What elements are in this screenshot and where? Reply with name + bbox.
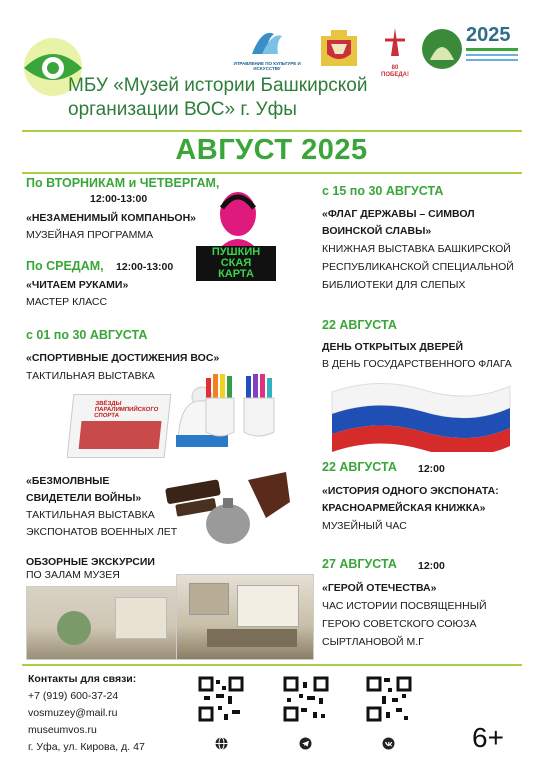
event1-time: 12:00-13:00 — [90, 193, 148, 205]
book-cover-text: ЗВЁЗДЫ ПАРАЛИМПИЙСКОГО СПОРТА — [93, 401, 159, 419]
event2-date: По СРЕДАМ, — [26, 259, 104, 273]
qr-code-website[interactable] — [198, 676, 244, 722]
event2-title: «ЧИТАЕМ РУКАМИ» — [26, 279, 129, 291]
ufa-coat-of-arms-icon — [319, 28, 359, 70]
right-event4-time: 12:00 — [418, 560, 445, 572]
contact-website[interactable]: museumvos.ru — [28, 724, 97, 736]
right-event4-desc1: ЧАС ИСТОРИИ ПОСВЯЩЕННЫЙ — [322, 600, 487, 612]
right-event1-desc1: КНИЖНАЯ ВЫСТАВКА БАШКИРСКОЙ — [322, 243, 511, 255]
museum-hall-photo-2 — [176, 574, 314, 660]
event1-title: «НЕЗАМЕНИМЫЙ КОМПАНЬОН» — [26, 212, 196, 224]
right-event3-date: 22 АВГУСТА — [322, 460, 397, 474]
right-event3-title1: «ИСТОРИЯ ОДНОГО ЭКСПОНАТА: — [322, 485, 499, 497]
right-event3-time: 12:00 — [418, 463, 445, 475]
qr-code-vk[interactable] — [366, 676, 412, 722]
contacts-label: Контакты для связи: — [28, 673, 137, 685]
event4-title1: «БЕЗМОЛВНЫЕ — [26, 475, 110, 487]
museum-hall-photo-1 — [26, 586, 178, 660]
war-artifacts-photo — [162, 462, 302, 548]
event5-title: ОБЗОРНЫЕ ЭКСКУРСИИ — [26, 556, 155, 568]
month-title: АВГУСТ 2025 — [175, 134, 368, 166]
event1-desc: МУЗЕЙНАЯ ПРОГРАММА — [26, 229, 154, 241]
right-event4-date: 27 АВГУСТА — [322, 557, 397, 571]
right-event2-desc: В ДЕНЬ ГОСУДАРСТВЕННОГО ФЛАГА — [322, 358, 512, 370]
telegram-icon[interactable] — [299, 737, 312, 750]
event3-title: «СПОРТИВНЫЕ ДОСТИЖЕНИЯ ВОС» — [26, 352, 220, 364]
ministry-text: УПРАВЛЕНИЕ ПО КУЛЬТУРЕ И ИСКУССТВУ — [233, 61, 301, 71]
right-event4-desc3: СЫРТЛАНОВОЙ М.Г — [322, 636, 424, 648]
right-event3-title2: КРАСНОАРМЕЙСКАЯ КНИЖКА» — [322, 502, 486, 514]
year-2025-logo — [420, 24, 520, 74]
paralympic-book-photo — [67, 394, 172, 458]
pushkin-line1: ПУШКИН — [211, 246, 261, 258]
right-event4-title: «ГЕРОЙ ОТЕЧЕСТВА» — [322, 582, 437, 594]
gloves-photo — [200, 372, 296, 452]
pushkin-line2: СКАЯ — [220, 257, 252, 269]
event1-date: По ВТОРНИКАМ и ЧЕТВЕРГАМ, — [26, 176, 220, 190]
right-event1-date: с 15 по 30 АВГУСТА — [322, 184, 444, 198]
event3-date: с 01 по 30 АВГУСТА — [26, 328, 148, 342]
event5-desc: ПО ЗАЛАМ МУЗЕЯ — [26, 569, 120, 581]
age-rating: 6+ — [472, 722, 504, 753]
contact-address: г. Уфа, ул. Кирова, д. 47 — [28, 741, 145, 753]
event4-desc1: ТАКТИЛЬНАЯ ВЫСТАВКА — [26, 509, 155, 521]
right-event1-desc2: РЕСПУБЛИКАНСКОЙ СПЕЦИАЛЬНОЙ — [322, 261, 514, 273]
qr-code-telegram[interactable] — [283, 676, 329, 722]
event3-desc: ТАКТИЛЬНАЯ ВЫСТАВКА — [26, 370, 155, 382]
pushkin-card-logo — [196, 190, 276, 290]
vk-icon[interactable] — [382, 737, 395, 750]
org-name-line2: организации ВОС» г. Уфы — [68, 99, 297, 120]
russian-flag-image — [328, 376, 514, 452]
contact-phone[interactable]: +7 (919) 600-37-24 — [28, 690, 119, 702]
year-badge: 2025 — [466, 24, 511, 46]
right-event1-title1: «ФЛАГ ДЕРЖАВЫ – СИМВОЛ — [322, 208, 475, 220]
victory-badge-text: 80 ПОБЕДА! — [381, 65, 409, 78]
right-event1-desc3: БИБЛИОТЕКИ ДЛЯ СЛЕПЫХ — [322, 279, 466, 291]
victory-80-icon — [381, 26, 409, 78]
right-event2-title: ДЕНЬ ОТКРЫТЫХ ДВЕРЕЙ — [322, 341, 464, 353]
right-event4-desc2: ГЕРОЮ СОВЕТСКОГО СОЮЗА — [322, 618, 477, 630]
ministry-logo — [222, 26, 312, 70]
event4-desc2: ЭКСПОНАТОВ ВОЕННЫХ ЛЕТ — [26, 526, 178, 538]
right-event2-date: 22 АВГУСТА — [322, 318, 397, 332]
right-event1-title2: ВОИНСКОЙ СЛАВЫ» — [322, 225, 432, 237]
org-name-line1: МБУ «Музей истории Башкирской — [68, 75, 368, 96]
pushkin-line3: КАРТА — [218, 268, 254, 280]
website-globe-icon[interactable] — [215, 737, 228, 750]
event2-desc: МАСТЕР КЛАСС — [26, 296, 108, 308]
right-event3-desc: МУЗЕЙНЫЙ ЧАС — [322, 520, 407, 532]
event4-title2: СВИДЕТЕЛИ ВОЙНЫ» — [26, 492, 142, 504]
event2-time: 12:00-13:00 — [116, 261, 174, 273]
contact-email[interactable]: vosmuzey@mail.ru — [28, 707, 118, 719]
